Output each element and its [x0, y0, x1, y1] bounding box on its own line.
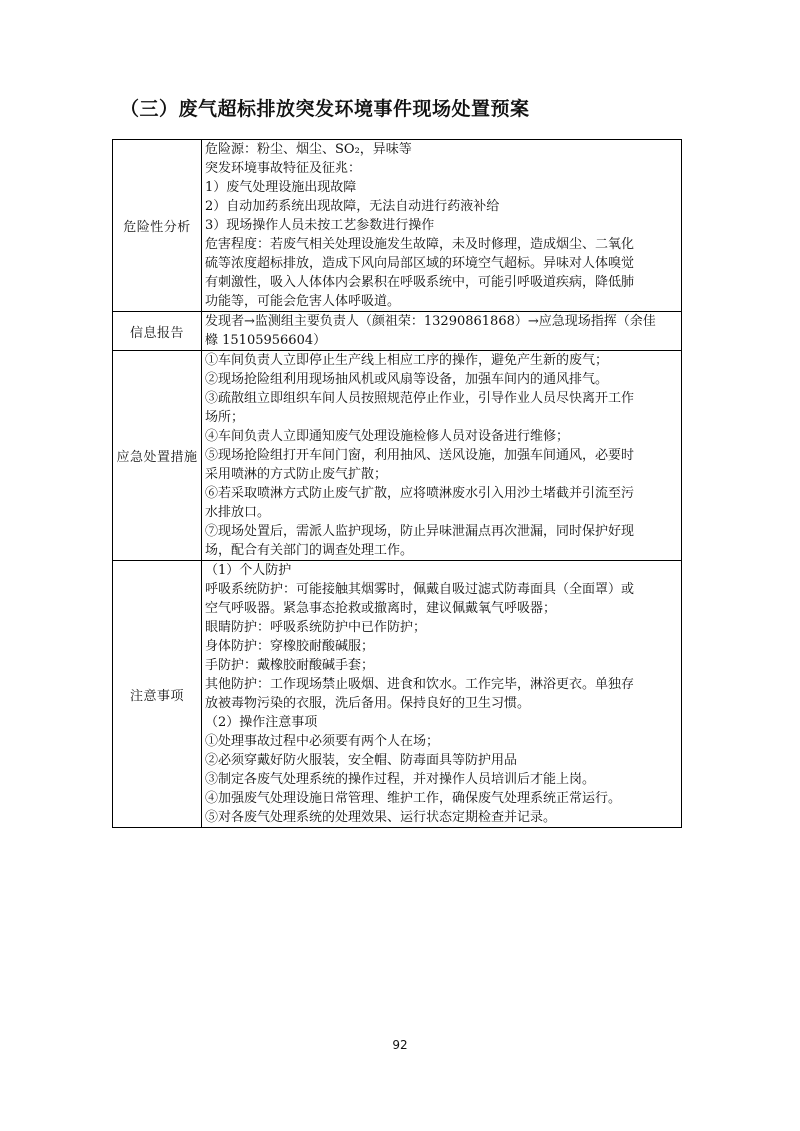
- content-line: ⑥若采取喷淋方式防止废气扩散，应将喷淋废水引入用沙土堵截并引流至污: [205, 486, 635, 501]
- content-line: 危害程度：若废气相关处理设施发生故障，未及时修理，造成烟尘、二氧化: [205, 237, 635, 252]
- content-line: ④车间负责人立即通知废气处理设施检修人员对设备进行维修；: [205, 429, 570, 444]
- table-row-hazard-analysis: [113, 140, 682, 312]
- content-line: 身体防护：穿橡胶耐酸碱服；: [205, 639, 375, 654]
- content-line: ⑤对各废气处理系统的处理效果、运行状态定期检查并记录。: [205, 810, 557, 825]
- emergency-plan-table: [112, 139, 682, 828]
- content-line: ⑦现场处置后，需派人监护现场，防止异味泄漏点再次泄漏，同时保护好现: [205, 524, 635, 539]
- content-line: 场所；: [205, 410, 245, 425]
- content-line: 发现者→监测组主要负责人（颜祖荣：13290861868）→应急现场指挥（余佳: [205, 314, 656, 329]
- content-line: 橼 15105956604）: [205, 333, 327, 348]
- content-line: 硫等浓度超标排放，造成下风向局部区域的环境空气超标。异味对人体嗅觉: [205, 256, 635, 271]
- table-row-information-report: [113, 312, 682, 351]
- content-line: ①处理事故过程中必须要有两个人在场；: [205, 734, 440, 749]
- content-line: ②现场抢险组利用现场抽风机或风扇等设备，加强车间内的通风排气。: [205, 372, 609, 387]
- row-content: [202, 561, 682, 828]
- content-line: 功能等，可能会危害人体呼吸道。: [205, 294, 401, 309]
- content-line: 有刺激性，吸入人体体内会累积在呼吸系统中，可能引呼吸道疾病，降低肺: [205, 275, 635, 290]
- content-line: 场，配合有关部门的调查处理工作。: [205, 543, 414, 558]
- document-title: （三）废气超标排放突发环境事件现场处置预案: [120, 98, 530, 120]
- content-line: ③疏散组立即组织车间人员按照规范停止作业，引导作业人员尽快离开工作: [205, 391, 635, 406]
- content-line: 放被毒物污染的衣服，洗后备用。保持良好的卫生习惯。: [205, 696, 531, 711]
- content-line: 呼吸系统防护：可能接触其烟雾时，佩戴自吸过滤式防毒面具（全面罩）或: [205, 582, 635, 597]
- content-line: ④加强废气处理设施日常管理、维护工作，确保废气处理系统正常运行。: [205, 791, 622, 806]
- content-line: （2）操作注意事项: [205, 715, 318, 730]
- content-line: 其他防护：工作现场禁止吸烟、进食和饮水。工作完毕，淋浴更衣。单独存: [205, 677, 635, 692]
- content-line: 突发环境事故特征及征兆：: [205, 161, 362, 176]
- page-number: 92: [392, 1038, 408, 1052]
- row-label: 注意事项: [113, 561, 202, 828]
- row-content: [202, 351, 682, 561]
- content-line: 危险源：粉尘、烟尘、SO₂，异味等: [205, 142, 412, 157]
- table-row-emergency-measures: [113, 351, 682, 561]
- content-line: 2）自动加药系统出现故障，无法自动进行药液补给: [205, 199, 500, 214]
- table-row-precautions: [113, 561, 682, 828]
- content-line: （1）个人防护: [205, 563, 292, 578]
- content-line: 3）现场操作人员未按工艺参数进行操作: [205, 218, 435, 233]
- content-line: 空气呼吸器。紧急事态抢救或撤离时，建议佩戴氧气呼吸器；: [205, 601, 557, 616]
- content-line: ①车间负责人立即停止生产线上相应工序的操作，避免产生新的废气；: [205, 353, 609, 368]
- row-label: 应急处置措施: [113, 351, 202, 561]
- content-line: ⑤现场抢险组打开车间门窗，利用抽风、送风设施，加强车间通风，必要时: [205, 448, 635, 463]
- row-content: [202, 140, 682, 312]
- content-line: 1）废气处理设施出现故障: [205, 180, 357, 195]
- content-line: 采用喷淋的方式防止废气扩散；: [205, 467, 388, 482]
- content-line: 眼睛防护：呼吸系统防护中已作防护；: [205, 620, 427, 635]
- content-line: 水排放口。: [205, 505, 271, 520]
- content-line: ③制定各废气处理系统的操作过程，并对操作人员培训后才能上岗。: [205, 772, 596, 787]
- row-content: [202, 312, 682, 351]
- content-line: 手防护：戴橡胶耐酸碱手套；: [205, 658, 375, 673]
- row-label: 危险性分析: [113, 140, 202, 312]
- content-line: ②必须穿戴好防火服装，安全帽、防毒面具等防护用品: [205, 753, 518, 768]
- row-label: 信息报告: [113, 312, 202, 351]
